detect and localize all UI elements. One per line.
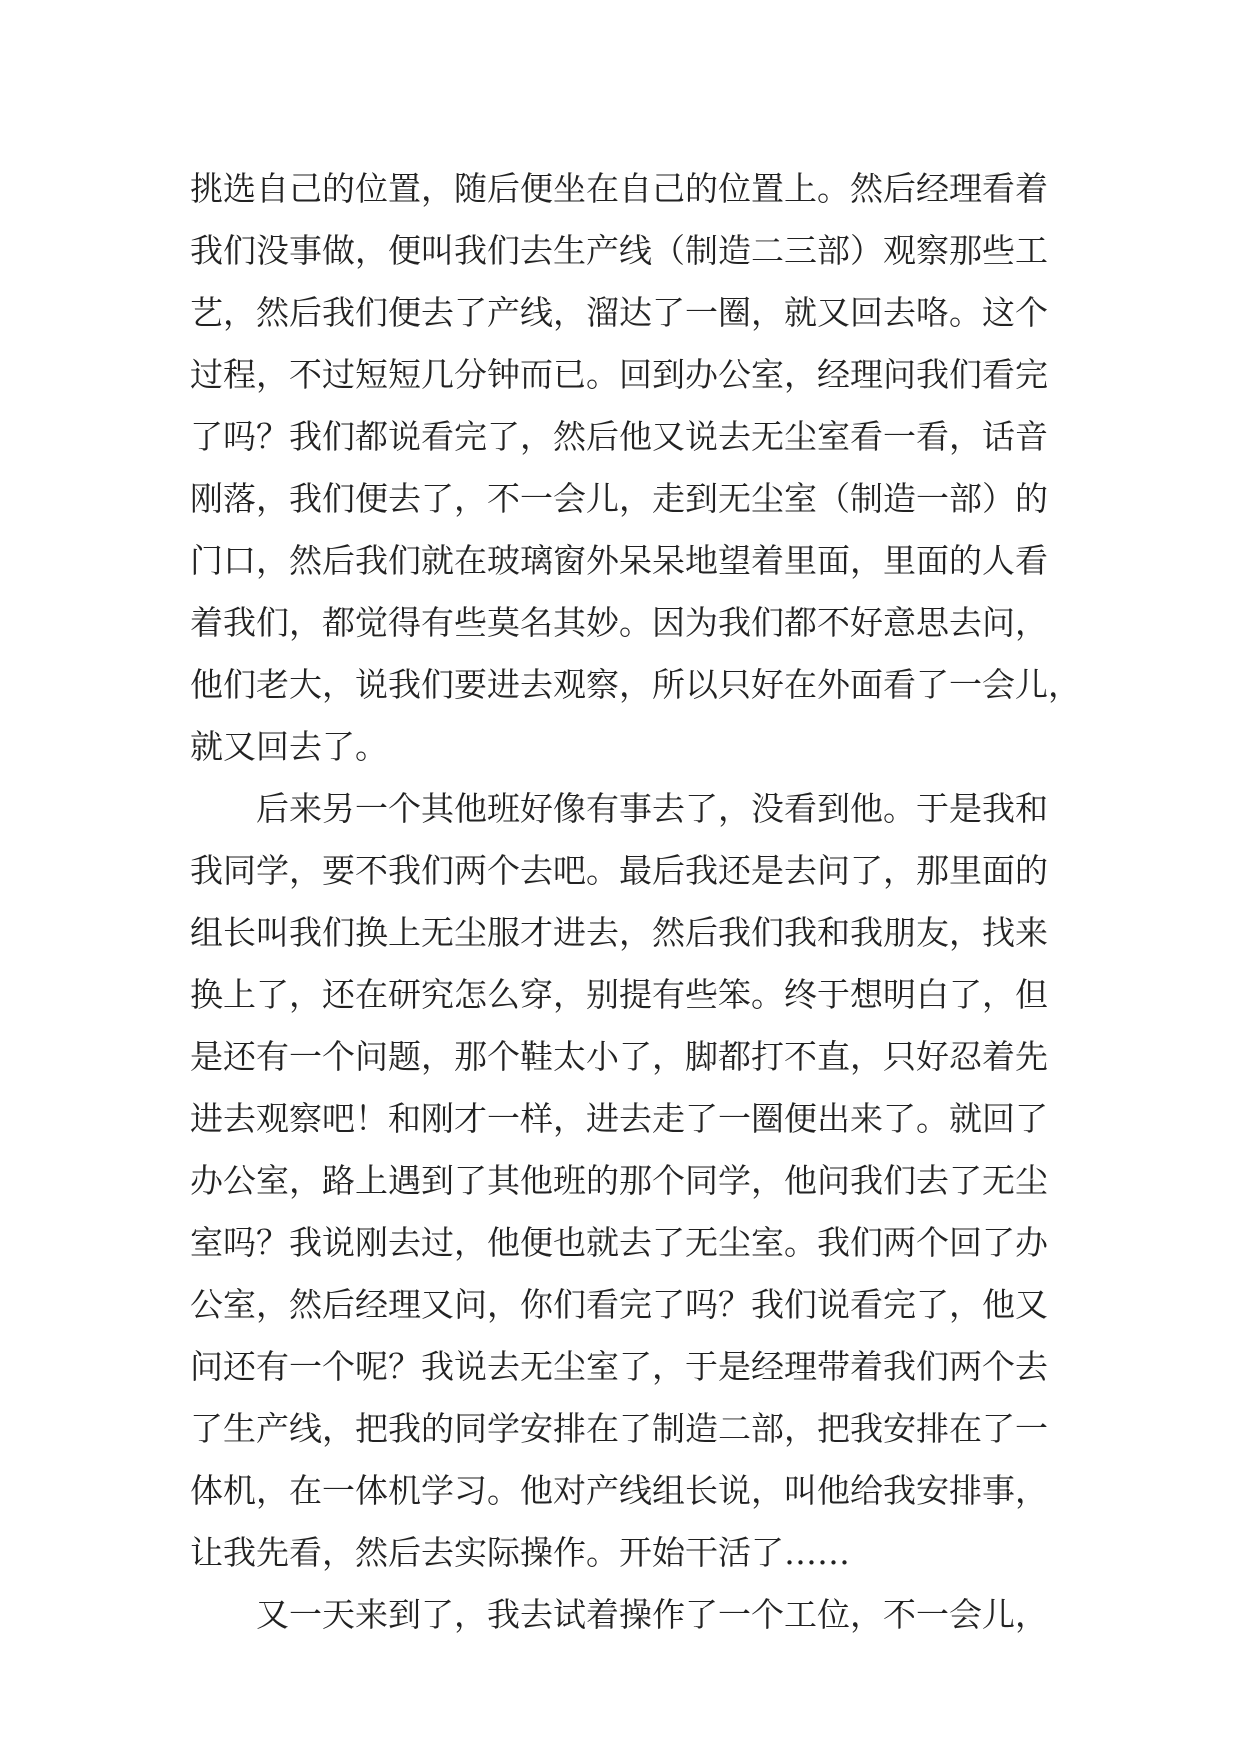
text-line: 着我们，都觉得有些莫名其妙。因为我们都不好意思去问，: [190, 603, 1048, 642]
text-line: 体机，在一体机学习。他对产线组长说，叫他给我安排事，: [190, 1471, 1048, 1510]
paragraph-start-line: 后来另一个其他班好像有事去了，没看到他。于是我和: [256, 789, 1048, 828]
text-line: 他们老大，说我们要进去观察，所以只好在外面看了一会儿，: [190, 665, 1081, 704]
body-text: [190, 158, 1081, 1646]
text-line: 公室，然后经理又问，你们看完了吗？我们说看完了，他又: [190, 1285, 1048, 1324]
text-line: 了吗？我们都说看完了，然后他又说去无尘室看一看，话音: [190, 417, 1048, 456]
text-line: 艺，然后我们便去了产线，溜达了一圈，就又回去咯。这个: [190, 293, 1048, 332]
text-line: 进去观察吧！和刚才一样，进去走了一圈便出来了。就回了: [190, 1099, 1048, 1138]
text-line: 了生产线，把我的同学安排在了制造二部，把我安排在了一: [190, 1409, 1048, 1448]
text-line: 组长叫我们换上无尘服才进去，然后我们我和我朋友，找来: [190, 913, 1048, 952]
text-line: 刚落，我们便去了，不一会儿，走到无尘室（制造一部）的: [190, 479, 1048, 518]
text-line: 挑选自己的位置，随后便坐在自己的位置上。然后经理看着: [190, 169, 1048, 208]
text-line: 过程，不过短短几分钟而已。回到办公室，经理问我们看完: [190, 355, 1048, 394]
text-line: 室吗？我说刚去过，他便也就去了无尘室。我们两个回了办: [190, 1223, 1048, 1262]
text-line: 是还有一个问题，那个鞋太小了，脚都打不直，只好忍着先: [190, 1037, 1048, 1076]
text-line: 我们没事做，便叫我们去生产线（制造二三部）观察那些工: [190, 231, 1048, 270]
paragraph-start-line: 又一天来到了，我去试着操作了一个工位，不一会儿，: [256, 1595, 1048, 1634]
text-line: 门口，然后我们就在玻璃窗外呆呆地望着里面，里面的人看: [190, 541, 1048, 580]
text-line: 办公室，路上遇到了其他班的那个同学，他问我们去了无尘: [190, 1161, 1048, 1200]
text-line: 换上了，还在研究怎么穿，别提有些笨。终于想明白了，但: [190, 975, 1048, 1014]
text-line: 问还有一个呢？我说去无尘室了，于是经理带着我们两个去: [190, 1347, 1048, 1386]
text-line: 我同学，要不我们两个去吧。最后我还是去问了，那里面的: [190, 851, 1048, 890]
text-line: 就又回去了。: [190, 727, 388, 766]
text-line: 让我先看，然后去实际操作。开始干活了……: [190, 1533, 850, 1572]
